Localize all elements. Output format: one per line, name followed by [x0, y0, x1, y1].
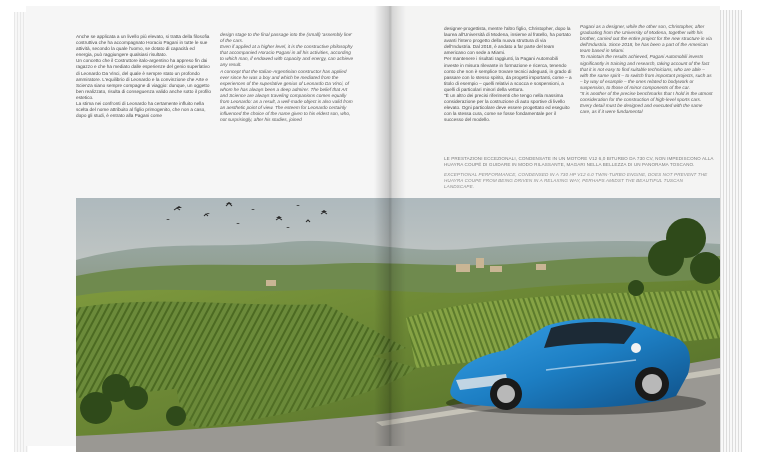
right-page-column-italian: designer-progettista, mentre l'altro figlio, Christopher, dopo la laurea all'Università di Modena, insieme al fratello, ha portato avanti l'intero progetto della nuova struttura di via dell'Industria. Dal 2018, è andato a far parte del team americano con sede a Miami. Per mantenere i risultati raggiunti, la Pagani Automobili investe in misura rilevante in formazione e ricerca, tenendo conto che non è semplice trovare tecnici adeguati, in grado di passare con lo stesso spirito, da progetti importanti, come – a titolo di esempio – quelli relativi a scocca e sospensioni, a quelli di particolari minori della vettura. "È un altro dei precisi riferimenti che tengo nella massima considerazione per la costruzione di auto sportive di livello elevato. Ogni particolare deve essere progettato ed eseguito con la stessa cura, come se fosse fondamentale per il successo del modello.	[444, 26, 572, 123]
photo-caption-english: EXCEPTIONAL PERFORMANCE, CONDENSED IN A 730 HP V12 6.0 TWIN-TURBO ENGINE, DOES NOT PREVENT THE HUAYRA COUPE FROM BEING DRIVEN IN A RELAXING WAY, PERHAPS AMIDST THE BEAUTIFUL TUSCAN LANDSCAPE.	[444, 172, 708, 189]
page-edges-right	[718, 10, 742, 452]
photo-caption-italian: LE PRESTAZIONI ECCEZIONALI, CONDENSATE IN UN MOTORE V12 6,0 BITURBO DA 730 CV, NON IMPEDISCONO ALLA HUAYRA COUPÉ DI GUIDARE IN MODO RILASSANTE, MAGARI NELLA BELLEZZA DI UN PANORAMA TOSCANO.	[444, 156, 714, 167]
left-page-column-italian: Anche se applicata a un livello più elevato, si tratta della filosofia costruttiva che ha accompagnato Horacio Pagani in tutte le sue attività, secondo la quale l'uomo, se dotato di capacità ed energia, può raggiungere qualsiasi risultato. Un concetto che il Costruttore italo-argentino ha appreso fin dai ragazzo e che ha mediato dalle esperienze del genio superlativo di Leonardo Da Vinci, del quale è sempre stato un profondo ammiratore. L'equilibrio di Leonardo e la convinzione che Arte e Scienza siano sempre compagne di viaggio: dunque, un oggetto ben realizzato, risulta di conseguenza valido anche sotto il profilo estetico. La stima nei confronti di Leonardo ha certamente influito nella scelta del nome attribuito al figlio primogenito, che non a caso, dopo gli studi, è entrato alla Pagani come	[76, 34, 211, 119]
left-page-column-english: design stage to the final passage into the (small) 'assembly line' of the cars. Even if applied at a higher level, it is the constructive philosophy that accompanied Horacio Pagani in all his activities, according to which man, if endowed with capacity and energy, can achieve any result. A concept that the Italian-Argentinian constructor has applied ever since he was a boy and which he mediated from the experiences of the superlative genius of Leonardo Da Vinci, of whom he has always been a deep admirer. The belief that Art and Science are always traveling companions comes equally from Leonardo: as a result, a well-made object is also valid from an aesthetic point of view. The esteem for Leonardo certainly influenced the choice of the name given to his eldest son, who, not surprisingly, after his studies, joined	[220, 32, 354, 123]
open-book	[14, 6, 742, 456]
right-page-column-english: Pagani as a designer, while the other son, Christopher, after graduating from the University of Modena, together with his brother, carried out the entire project for the new structure in via dell'Industria. Since 2018, he has been a part of the American team based in Miami. To maintain the results achieved, Pagani Automobili invests significantly in training and research, taking account of the fact that it is not easy to find suitable technicians, who are able – with the same spirit – to switch from important projects, such as – by way of example – the ones related to bodywork or suspension, to those of minor components of the car. "It is another of the precise benchmarks that I hold in the utmost consideration for the construction of high-level sports cars. Every detail must be designed and executed with the same care, as if it were fundamental	[580, 24, 713, 115]
landscape-photo	[76, 198, 720, 452]
vineyard-car-illustration	[76, 198, 720, 452]
